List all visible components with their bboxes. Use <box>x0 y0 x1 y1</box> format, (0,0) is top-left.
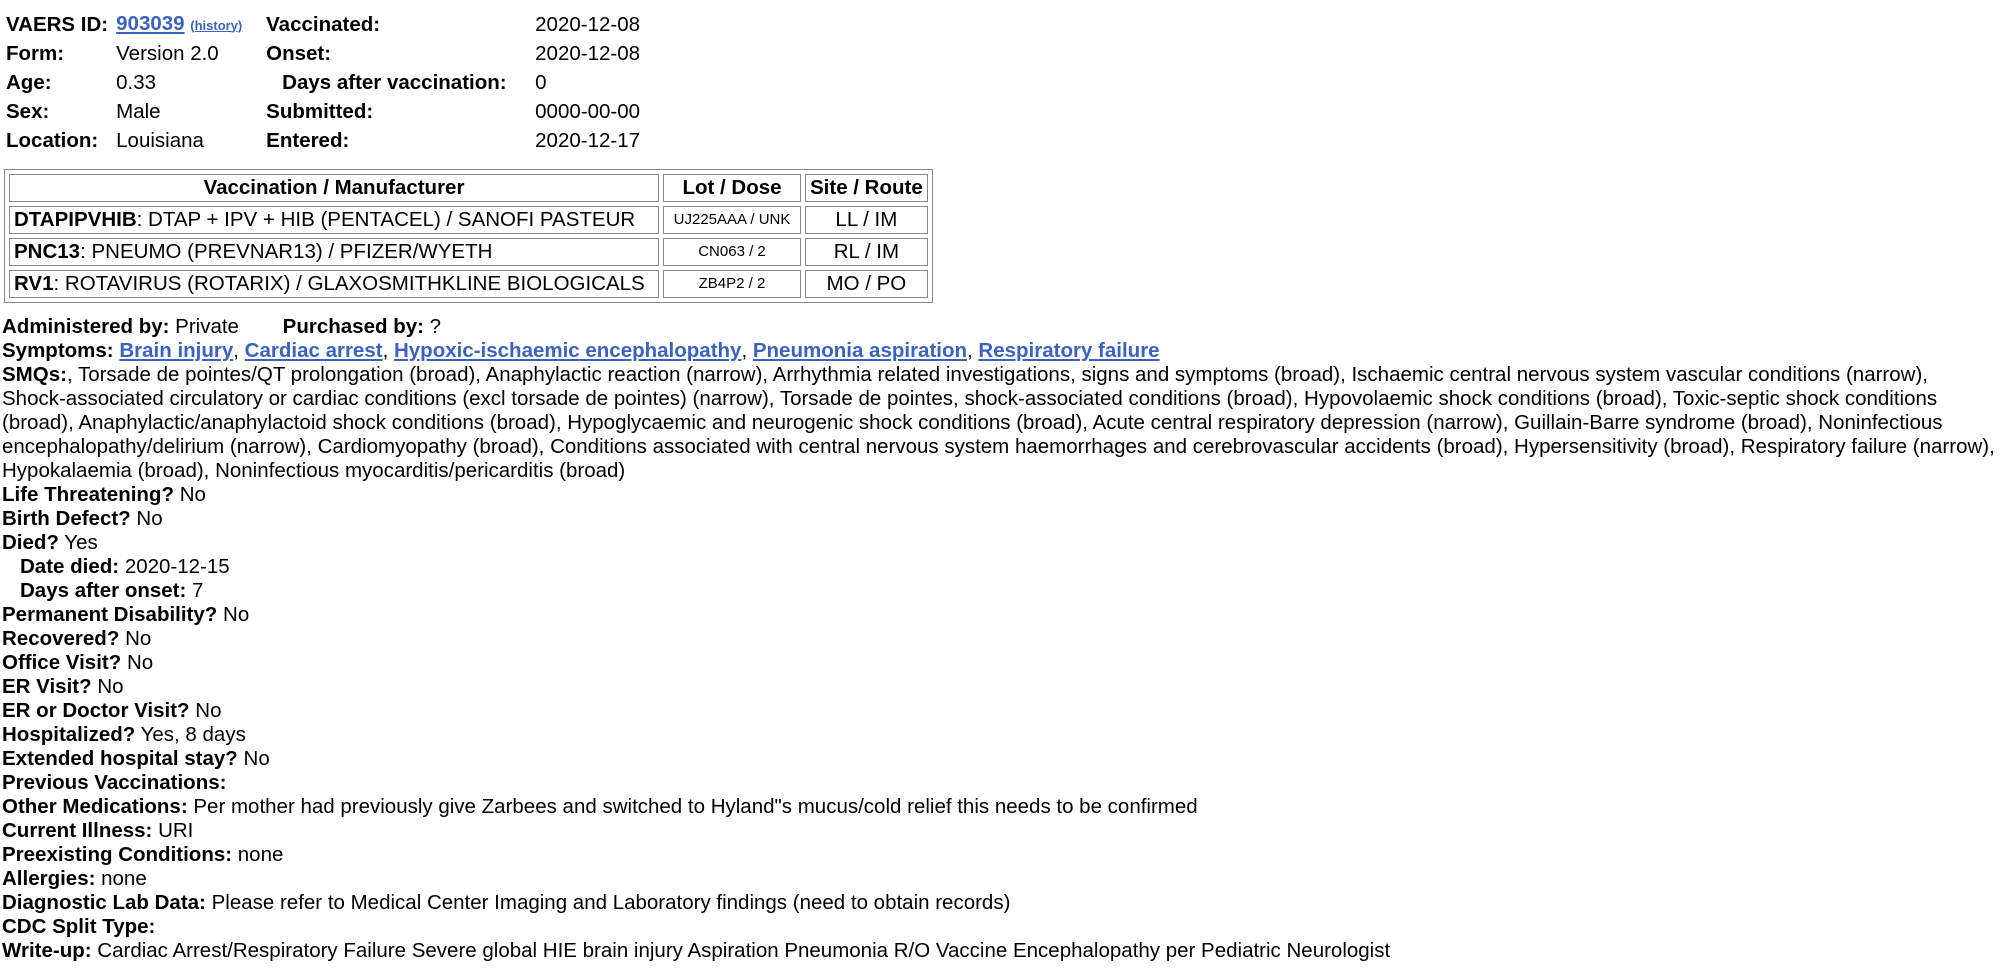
recovered-line <box>2 627 1996 651</box>
onset-value: 2020-12-08 <box>535 41 641 65</box>
other-medications-value: Per mother had previously give Zarbees and switched to Hyland"s mucus/cold relief this needs to be confirmed <box>193 795 1198 818</box>
col-vaccination-manufacturer: Vaccination / Manufacturer <box>9 174 659 202</box>
extended-stay-value: No <box>243 747 270 770</box>
onset-label: Onset: <box>266 41 332 65</box>
vaccine-code: DTAPIPVHIB <box>14 208 137 231</box>
smqs-label: SMQs: <box>2 363 67 386</box>
life-threatening-label: Life Threatening? <box>2 483 174 506</box>
vaccine-code: RV1 <box>14 272 54 295</box>
administered-by-label: Administered by: <box>2 315 170 338</box>
birth-defect-line <box>2 507 1996 531</box>
site-route-cell: MO / PO <box>805 270 928 298</box>
age-value: 0.33 <box>116 70 157 94</box>
other-medications-label: Other Medications: <box>2 795 188 818</box>
submitted-label: Submitted: <box>266 99 374 123</box>
vaccine-description: : PNEUMO (PREVNAR13) / PFIZER/WYETH <box>80 240 493 263</box>
vaccine-code: PNC13 <box>14 240 81 263</box>
died-line <box>2 531 1996 555</box>
symptom-link-hypoxic-ischaemic-encephalopathy[interactable]: Hypoxic-ischaemic encephalopathy <box>393 339 742 362</box>
vaers-id-label: VAERS ID: <box>6 12 109 36</box>
er-visit-line <box>2 675 1996 699</box>
allergies-label: Allergies: <box>2 867 96 890</box>
office-visit-label: Office Visit? <box>2 651 122 674</box>
birth-defect-value: No <box>136 507 163 530</box>
col-lot-dose: Lot / Dose <box>663 174 801 202</box>
sex-value: Male <box>116 99 161 123</box>
recovered-value: No <box>125 627 152 650</box>
hospitalized-line <box>2 723 1996 747</box>
location-value: Louisiana <box>116 128 204 152</box>
vaccine-cell <box>9 238 659 266</box>
report-summary-table <box>2 10 644 155</box>
write-up-value: Cardiac Arrest/Respiratory Failure Severe global HIE brain injury Aspiration Pneumonia R/O Vaccine Encephalopathy per Pediatric Neurologist <box>97 939 1391 962</box>
vaccine-cell <box>9 206 659 234</box>
office-visit-value: No <box>126 651 154 674</box>
symptom-link-respiratory-failure[interactable]: Respiratory failure <box>978 339 1160 362</box>
current-illness-value: URI <box>158 819 194 842</box>
extended-stay-label: Extended hospital stay? <box>2 747 238 770</box>
administered-by-value: Private <box>175 315 239 338</box>
site-route-cell: LL / IM <box>805 206 928 234</box>
write-up-line <box>2 939 1996 963</box>
cdc-split-type-label: CDC Split Type: <box>2 915 156 938</box>
form-value: Version 2.0 <box>116 41 219 65</box>
report-details <box>2 315 1996 963</box>
allergies-line <box>2 867 1996 891</box>
vaccination-table <box>4 169 933 303</box>
col-site-route: Site / Route <box>805 174 928 202</box>
vaccine-description: : DTAP + IPV + HIB (PENTACEL) / SANOFI PASTEUR <box>136 208 636 231</box>
symptoms-line: Symptoms: Brain injury, Cardiac arrest, Hypoxic-ischaemic encephalopathy, Pneumonia aspiration, Respiratory failure <box>2 339 1160 362</box>
permanent-disability-value: No <box>223 603 250 626</box>
symptoms-label: Symptoms: <box>2 339 114 362</box>
previous-vaccinations-line <box>2 771 1996 795</box>
vaers-id-link[interactable]: 903039 <box>116 11 185 35</box>
er-visit-label: ER Visit? <box>2 675 92 698</box>
lot-dose-cell: UJ225AAA / UNK <box>663 206 801 234</box>
er-doctor-visit-label: ER or Doctor Visit? <box>2 699 190 722</box>
write-up-label: Write-up: <box>2 939 92 962</box>
administered-purchased-line <box>2 315 1996 339</box>
life-threatening-line <box>2 483 1996 507</box>
vaccine-cell <box>9 270 659 298</box>
diagnostic-lab-data-label: Diagnostic Lab Data: <box>2 891 206 914</box>
hospitalized-label: Hospitalized? <box>2 723 136 746</box>
lot-dose-cell: CN063 / 2 <box>663 238 801 266</box>
er-doctor-visit-value: No <box>195 699 222 722</box>
date-died-value: 2020-12-15 <box>124 555 230 578</box>
vaccinated-value: 2020-12-08 <box>535 12 641 36</box>
days-after-onset-value: 7 <box>192 579 204 602</box>
days-after-vaccination-value: 0 <box>535 70 547 94</box>
office-visit-line <box>2 651 1996 675</box>
purchased-by-label: Purchased by: <box>282 315 424 338</box>
er-visit-value: No <box>97 675 124 698</box>
symptom-link-cardiac-arrest[interactable]: Cardiac arrest <box>244 339 383 362</box>
smqs-text: , Torsade de pointes/QT prolongation (broad), Anaphylactic reaction (narrow), Arrhythmia related investigations, signs and symptoms (broad), Ischaemic central nervous system vascular conditions (narrow), Shock-associated circulatory or cardiac conditions (excl torsade de pointes) (narrow), Torsade de pointes, shock-associated conditions (broad), Hypovolaemic shock conditions (broad), Toxic-septic shock conditions (broad), Anaphylactic/anaphylactoid shock conditions (broad), Hypoglycaemic and neurogenic shock conditions (broad), Acute central respiratory depression (narrow), Guillain-Barre syndrome (broad), Noninfectious encephalopathy/delirium (narrow), Cardiomyopathy (broad), Conditions associated with central nervous system haemorrhages and cerebrovascular accidents (broad), Hypersensitivity (broad), Respiratory failure (narrow), Hypokalaemia (broad), Noninfectious myocarditis/pericarditis (broad) <box>2 363 1995 482</box>
lot-dose-cell: ZB4P2 / 2 <box>663 270 801 298</box>
preexisting-conditions-value: none <box>237 843 284 866</box>
er-doctor-visit-line <box>2 699 1996 723</box>
table-row <box>9 270 928 298</box>
smqs-line <box>2 363 1996 483</box>
sex-label: Sex: <box>6 99 50 123</box>
vaers-id-cell <box>112 10 262 39</box>
allergies-value: none <box>101 867 147 890</box>
table-row <box>9 238 928 266</box>
permanent-disability-line <box>2 603 1996 627</box>
hospitalized-value: Yes, 8 days <box>140 723 246 746</box>
other-medications-line <box>2 795 1996 819</box>
symptom-link-brain-injury[interactable]: Brain injury <box>119 339 234 362</box>
days-after-onset-label: Days after onset: <box>20 579 187 602</box>
age-label: Age: <box>6 70 52 94</box>
submitted-value: 0000-00-00 <box>535 99 641 123</box>
diagnostic-lab-data-value: Please refer to Medical Center Imaging and Laboratory findings (need to obtain records) <box>211 891 1011 914</box>
entered-value: 2020-12-17 <box>535 128 641 152</box>
diagnostic-lab-data-line <box>2 891 1996 915</box>
permanent-disability-label: Permanent Disability? <box>2 603 218 626</box>
preexisting-conditions-line <box>2 843 1996 867</box>
current-illness-label: Current Illness: <box>2 819 153 842</box>
form-label: Form: <box>6 41 65 65</box>
preexisting-conditions-label: Preexisting Conditions: <box>2 843 233 866</box>
days-after-vaccination-label: Days after vaccination: <box>282 70 507 94</box>
vaccinated-label: Vaccinated: <box>266 12 381 36</box>
died-label: Died? <box>2 531 59 554</box>
birth-defect-label: Birth Defect? <box>2 507 131 530</box>
cdc-split-type-line <box>2 915 1996 939</box>
location-label: Location: <box>6 128 99 152</box>
purchased-by-value: ? <box>429 315 442 338</box>
days-after-onset-line <box>2 579 1996 603</box>
entered-label: Entered: <box>266 128 350 152</box>
vaccination-table-header <box>9 174 928 202</box>
previous-vaccinations-label: Previous Vaccinations: <box>2 771 227 794</box>
table-row <box>9 206 928 234</box>
site-route-cell: RL / IM <box>805 238 928 266</box>
symptom-link-pneumonia-aspiration[interactable]: Pneumonia aspiration <box>752 339 968 362</box>
extended-stay-line <box>2 747 1996 771</box>
recovered-label: Recovered? <box>2 627 120 650</box>
history-link[interactable]: (history) <box>190 17 243 33</box>
current-illness-line <box>2 819 1996 843</box>
vaccine-description: : ROTAVIRUS (ROTARIX) / GLAXOSMITHKLINE BIOLOGICALS <box>53 272 645 295</box>
date-died-label: Date died: <box>20 555 120 578</box>
died-value: Yes <box>64 531 98 554</box>
life-threatening-value: No <box>179 483 206 506</box>
date-died-line <box>2 555 1996 579</box>
